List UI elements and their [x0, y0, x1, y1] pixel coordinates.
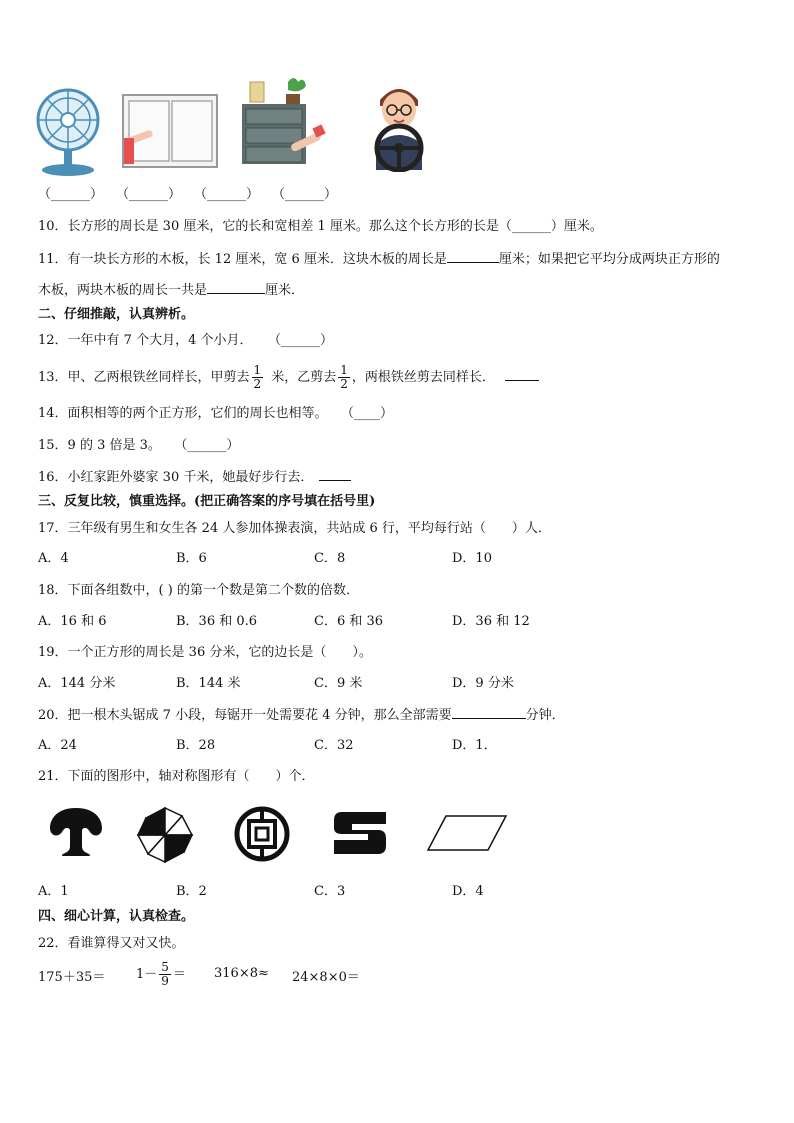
parallelogram-icon [426, 814, 508, 852]
q20-option-a[interactable]: A．24 [38, 738, 77, 753]
q21-option-c[interactable]: C．3 [314, 884, 346, 899]
question-10: 10．长方形的周长是 30 厘米，它的长和宽相差 1 厘米。那么这个长方形的长是（______）厘米。 [38, 219, 603, 234]
q20-option-c[interactable]: C．32 [314, 738, 354, 753]
calc-expression-4: 24×8×0＝ [292, 970, 360, 985]
calc-expression-3: 316×8≈ [214, 966, 269, 981]
q17-option-c[interactable]: C．8 [314, 551, 346, 566]
steering-wheel-man-icon [368, 80, 430, 172]
q19-option-b[interactable]: B．144 米 [176, 676, 241, 691]
q20-option-b[interactable]: B．28 [176, 738, 216, 753]
q9-blank-4[interactable]: （______） [272, 187, 338, 202]
question-14: 14．面积相等的两个正方形，它们的周长也相等。 （____） [38, 406, 394, 421]
calc-fraction: $\frac{5}{9}$ [161, 960, 169, 988]
section-2-heading: 二、仔细推敲，认真辨析。 [38, 307, 195, 322]
calc-expression-2: 1－ $\frac{5}{9}$ ＝ [136, 960, 186, 988]
q19-option-d[interactable]: D．9 分米 [452, 676, 514, 691]
q9-blank-3[interactable]: （______） [194, 187, 260, 202]
anchor-shape-icon [48, 806, 104, 860]
question-11-line2: 木板，两块木板的周长一共是 厘米． [38, 283, 305, 298]
q18-option-c[interactable]: C．6 和 36 [314, 614, 384, 629]
drawer-cabinet-icon [240, 76, 326, 166]
q13-answer-blank[interactable] [505, 368, 539, 381]
q20-option-d[interactable]: D．1． [452, 738, 497, 753]
section-3-heading: 三、反复比较，慎重选择。(把正确答案的序号填在括号里) [38, 494, 376, 509]
q17-option-a[interactable]: A．4 [38, 551, 69, 566]
ss-logo-icon [332, 810, 388, 856]
question-19: 19．一个正方形的周长是 36 分米，它的边长是（ ）。 [38, 645, 372, 660]
q17-option-d[interactable]: D．10 [452, 551, 492, 566]
q21-option-b[interactable]: B．2 [176, 884, 207, 899]
section-4-heading: 四、细心计算，认真检查。 [38, 909, 195, 924]
q12-answer-paren[interactable]: （______） [274, 333, 333, 348]
question-15: 15．9 的 3 倍是 3。 （______） [38, 438, 240, 453]
calc-expression-1: 175＋35＝ [38, 970, 106, 985]
q21-option-d[interactable]: D．4 [452, 884, 484, 899]
q14-answer-paren[interactable]: （____） [347, 406, 394, 421]
question-16: 16．小红家距外婆家 30 千米，她最好步行去． [38, 468, 351, 487]
q11-blank-2[interactable] [207, 281, 265, 294]
q10-answer-blank[interactable]: ______ [511, 219, 551, 234]
question-13: 13．甲、乙两根铁丝同样长，甲剪去 $\frac{1}{2}$ 米，乙剪去 $\frac{1}{2}$ ，两根铁丝剪去同样长． [38, 360, 539, 396]
q13-fraction-1: $\frac{1}{2}$ [253, 363, 262, 391]
question-20: 20．把一根木头锯成 7 小段，每锯开一处需要花 4 分钟，那么全部需要 分钟． [38, 708, 565, 723]
q16-answer-blank[interactable] [319, 468, 351, 481]
fan-icon [36, 88, 100, 178]
q19-option-c[interactable]: C．9 米 [314, 676, 363, 691]
q21-option-a[interactable]: A．1 [38, 884, 69, 899]
q11-blank-1[interactable] [447, 250, 499, 263]
question-21: 21．下面的图形中，轴对称图形有（ ）个． [38, 769, 315, 784]
q18-option-b[interactable]: B．36 和 0.6 [176, 614, 258, 629]
sliding-window-icon [122, 94, 218, 168]
q9-blank-2[interactable]: （______） [116, 187, 182, 202]
q15-answer-paren[interactable]: （______） [180, 438, 240, 453]
q17-option-b[interactable]: B．6 [176, 551, 207, 566]
q18-option-d[interactable]: D．36 和 12 [452, 614, 530, 629]
question-17: 17．三年级有男生和女生各 24 人参加体操表演，共站成 6 行，平均每行站（ ）人． [38, 521, 551, 536]
question-22: 22．看谁算得又对又快。 [38, 936, 185, 951]
q19-option-a[interactable]: A．144 分米 [38, 676, 116, 691]
question-11-line1: 11．有一块长方形的木板，长 12 厘米，宽 6 厘米．这块木板的周长是 厘米；如果把它平均分成两块正方形的 [38, 252, 720, 267]
pinwheel-icon [136, 806, 194, 864]
q13-fraction-2: $\frac{1}{2}$ [340, 363, 348, 391]
bank-logo-icon [234, 806, 290, 862]
q20-answer-blank[interactable] [452, 706, 526, 719]
q18-option-a[interactable]: A．16 和 6 [38, 614, 107, 629]
question-18: 18．下面各组数中，( ) 的第一个数是第二个数的倍数． [38, 583, 359, 598]
q9-blank-1[interactable]: （______） [38, 187, 104, 202]
question-12: 12．一年中有 7 个大月，4 个小月． （______） [38, 333, 333, 348]
